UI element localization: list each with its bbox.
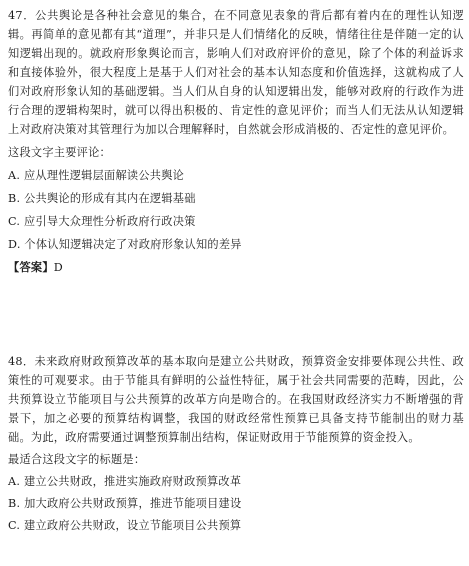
question-47-answer: [8, 258, 464, 277]
question-48-option-a: A. 建立公共财政，推进实施政府财政预算改革: [8, 475, 242, 488]
question-47-prompt: 这段文字主要评论：: [8, 146, 111, 159]
question-48-option-b: B. 加大政府公共财政预算，推进节能项目建设: [8, 497, 242, 510]
question-48: [8, 352, 464, 535]
question-47-option-c: C. 应引导大众理性分析政府行政决策: [8, 215, 196, 228]
question-47-option-b: B. 公共舆论的形成有其内在逻辑基础: [8, 192, 196, 205]
question-48-stem: 48．未来政府财政预算改革的基本取向是建立公共财政，预算资金安排要体现公共性、政策性的可观要求。由于节能具有鲜明的公益性特征，属于社会共同需要的范畴，因此，公共预算设立节能项目与公共预算的改革方向是吻合的。在我国财政经济实力不断增强的背景下，加之必要的预算结构调整，我国的财政经常性预算已具备支持节能制出的财力基础。为此，政府需要通过调整预算制出结构，保证财政用于节能预算的资金投入。: [8, 355, 464, 444]
answer-value: D: [53, 261, 63, 274]
question-47-option-a: A. 应从理性逻辑层面解读公共舆论: [8, 169, 185, 182]
question-48-option-c: C. 建立政府公共财政，设立节能项目公共预算: [8, 519, 242, 532]
answer-label: 【答案】: [8, 260, 54, 274]
question-47-option-d: D. 个体认知逻辑决定了对政府形象认知的差异: [8, 238, 242, 251]
question-47: [8, 6, 464, 277]
question-48-prompt: 最适合这段文字的标题是：: [8, 453, 146, 466]
question-47-stem: 47．公共舆论是各种社会意见的集合，在不同意见表象的背后都有着内在的理性认知逻辑。再简单的意见都有其“道理”，并非只是人们情绪化的反映，情绪往往是伴随一定的认知逻辑出现的。就政府形象舆论而言，影响人们对政府评价的意见，除了个体的利益诉求和直接体验外，很大程度上是基于人们对社会的基本认知态度和价值选择，这就构成了人们对政府形象认知的基础逻辑。当人们从自身的认知逻辑出发，能够对政府的行政作为进行合理的逻辑构架时，就可以得出积极的、肯定性的意见评价；而当人们无法从认知逻辑上对政府决策对其管理行为加以合理解释时，自然就会形成消极的、否定性的意见评价。: [8, 9, 464, 136]
